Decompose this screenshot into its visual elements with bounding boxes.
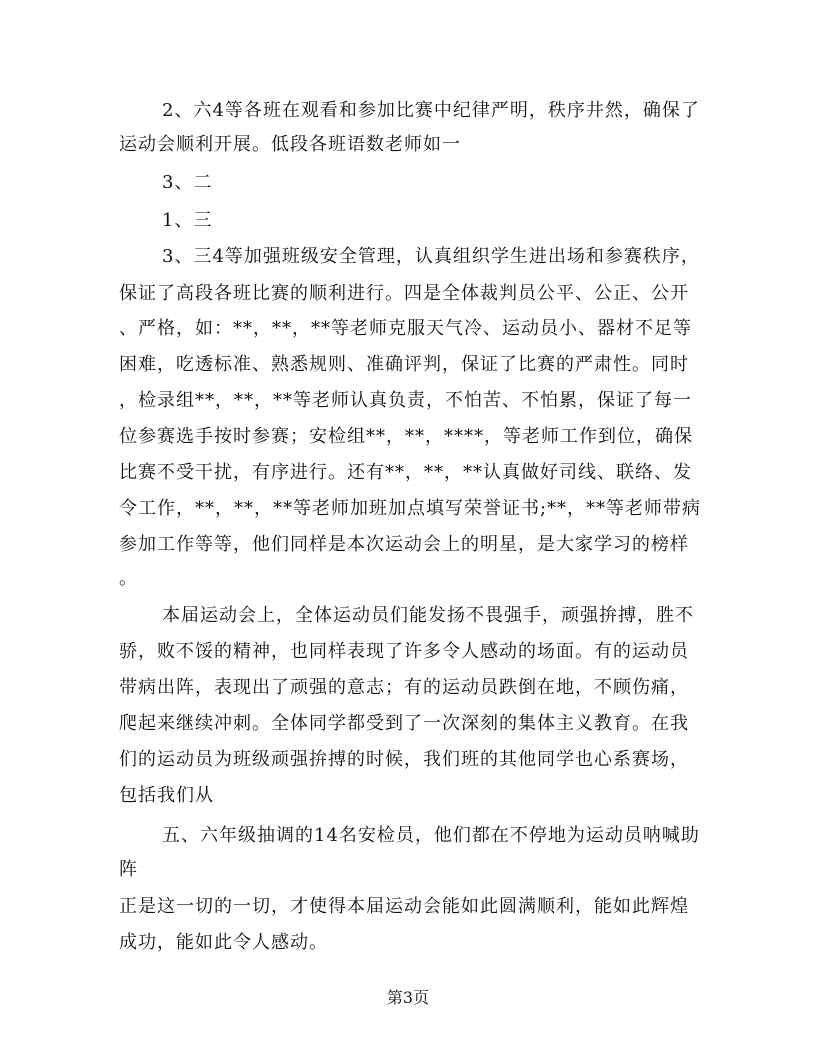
text-line: 们的运动员为班级顽强拚搏的时候，我们班的其他同学也心系赛场，: [119, 749, 689, 770]
page-number-footer: 第3页: [386, 988, 430, 1007]
text-line: 。: [119, 568, 138, 589]
text-line: 本届运动会上，全体运动员们能发扬不畏强手，顽强拚搏，胜不: [162, 605, 694, 626]
text-line: 正是这一切的一切，才使得本届运动会能如此圆满顺利，能如此辉煌: [119, 896, 689, 917]
text-line: 包括我们从: [119, 785, 214, 806]
text-line: 五、六年级抽调的14名安检员，他们都在不停地为运动员呐喊助: [162, 825, 700, 846]
text-line: 1、三: [162, 210, 213, 231]
text-line: 比赛不受干扰，有序进行。还有**，**，**认真做好司线、联络、发: [119, 462, 692, 483]
text-line: 运动会顺利开展。低段各班语数老师如一: [119, 134, 461, 155]
text-line: 2、六4等各班在观看和参加比赛中纪律严明，秩序井然，确保了: [162, 100, 700, 121]
text-line: 困难，吃透标准、熟悉规则、准确评判，保证了比赛的严肃性。同时: [119, 354, 689, 375]
text-line: 骄，败不馁的精神，也同样表现了许多令人感动的场面。有的运动员: [119, 641, 689, 662]
text-line: 爬起来继续冲刺。全体同学都受到了一次深刻的集体主义教育。在我: [119, 713, 689, 734]
text-line: 、严格，如：**，**，**等老师克服天气冷、运动员小、器材不足等: [119, 318, 692, 339]
text-line: 位参赛选手按时参赛；安检组**，**，****，等老师工作到位，确保: [119, 426, 693, 447]
text-line: 3、三4等加强班级安全管理，认真组织学生进出场和参赛秩序，: [162, 246, 700, 267]
text-line: 3、二: [162, 172, 213, 193]
text-line: 成功，能如此令人感动。: [119, 932, 328, 953]
text-line: 保证了高段各班比赛的顺利进行。四是全体裁判员公平、公正、公开: [119, 283, 689, 304]
text-line: 阵: [119, 859, 138, 880]
text-line: ，检录组**，**，**等老师认真负责，不怕苦、不怕累，保证了每一: [119, 390, 692, 411]
text-line: 令工作，**，**，**等老师加班加点填写荣誉证书;**，**等老师带病: [119, 498, 702, 519]
text-line: 参加工作等等，他们同样是本次运动会上的明星，是大家学习的榜样: [119, 534, 689, 555]
text-line: 带病出阵，表现出了顽强的意志；有的运动员跌倒在地，不顾伤痛，: [119, 677, 689, 698]
